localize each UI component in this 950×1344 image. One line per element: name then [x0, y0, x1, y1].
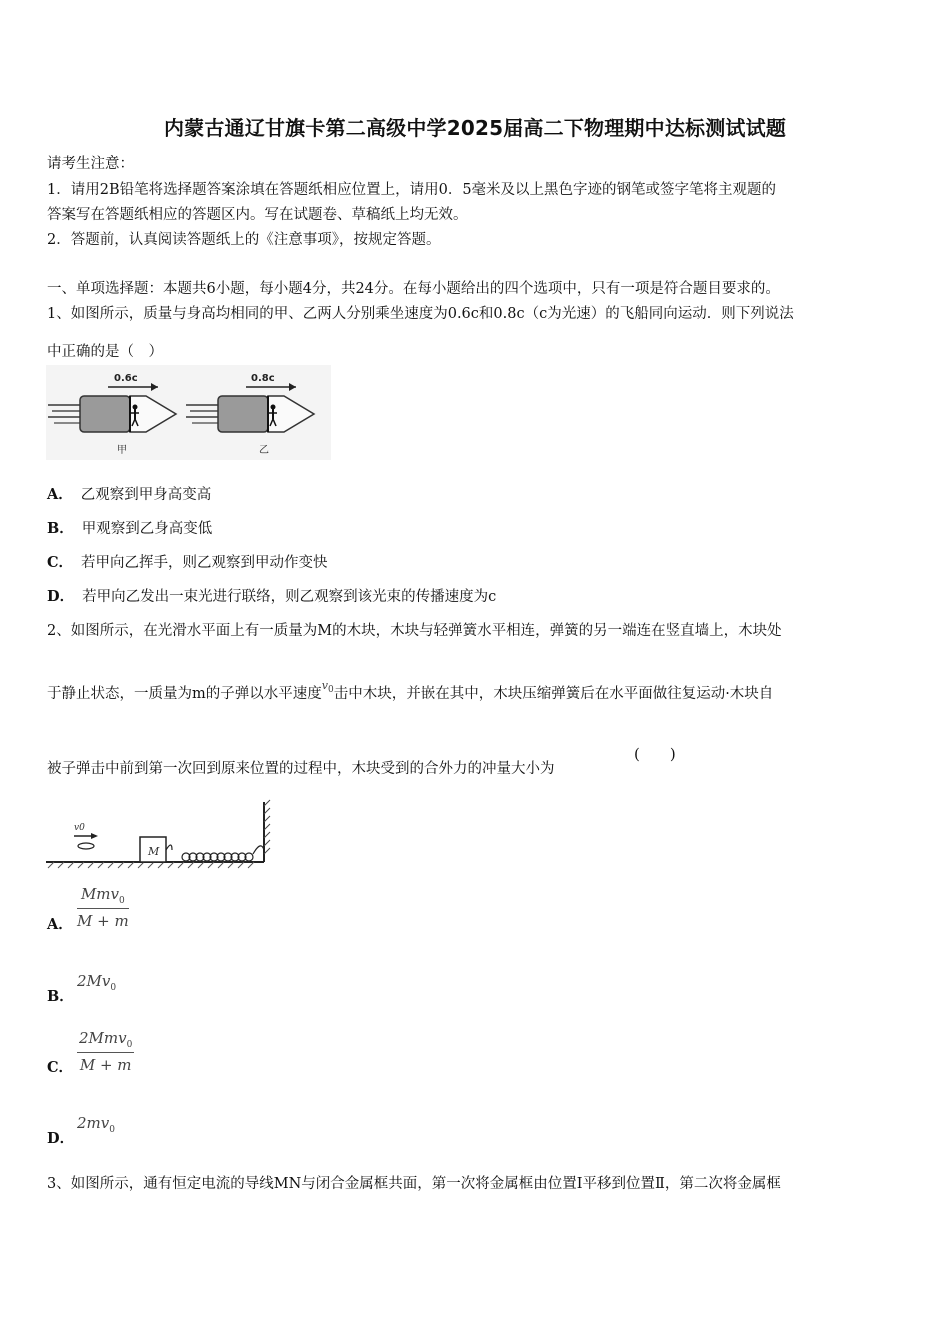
q3-stem-line-1: 3、如图所示，通有恒定电流的导线MN与闭合金属框共面，第一次将金属框由位置Ⅰ平移到位置Ⅱ，第二次将金属框 — [47, 1176, 781, 1192]
q1-option-d[interactable]: D． 若甲向乙发出一束光进行联络，则乙观察到该光束的传播速度为c — [47, 588, 497, 605]
q2-option-c[interactable]: C． — [47, 1059, 74, 1076]
notice-line-1b: 答案写在答题纸相应的答题区内。写在试题卷、草稿纸上均无效。 — [47, 207, 468, 223]
q2-spring-block-figure — [46, 798, 271, 870]
q2-option-a[interactable]: A． — [47, 916, 73, 933]
q2-answer-paren: ( ) — [634, 745, 676, 763]
notice-heading: 请考生注意： — [47, 156, 134, 172]
ship1-name-label: 甲 — [117, 445, 127, 456]
q1-option-a[interactable]: A． 乙观察到甲身高变高 — [47, 486, 212, 503]
page-title: 内蒙古通辽甘旗卡第二高级中学2025届高二下物理期中达标测试试题 — [163, 116, 787, 140]
q2-option-d-expression: $2mv_0$ — [77, 1114, 115, 1135]
section-heading: 一、单项选择题：本题共6小题，每小题4分，共24分。在每小题给出的四个选项中，只有一项是符合题目要求的。 — [47, 281, 780, 297]
spring — [182, 853, 253, 861]
ship1-speed-label: 0.6c — [114, 373, 138, 384]
bullet — [78, 843, 94, 849]
q2-option-b[interactable]: B． — [47, 988, 74, 1005]
q2-option-b-expression: $2Mv_0$ — [77, 972, 117, 993]
block-M-label: M — [148, 845, 160, 858]
q2-option-a-fraction: Mmv$_0$ M + m — [77, 885, 129, 930]
q1-spaceship-figure — [46, 365, 331, 460]
ship2-speed-label: 0.8c — [251, 373, 275, 384]
ship2-name-label: 乙 — [259, 445, 269, 456]
velocity-v0-inline: v0 — [321, 679, 334, 696]
q2-option-c-fraction: 2Mmv$_0$ M + m — [79, 1029, 133, 1074]
q1-stem-line-1: 1、如图所示，质量与身高均相同的甲、乙两人分别乘坐速度为0.6c和0.8c（c为光速）的飞船同向运动．则下列说法 — [47, 306, 794, 322]
q2-stem-line-3: 被子弹击中前到第一次回到原来位置的过程中，木块受到的合外力的冲量大小为 — [47, 761, 555, 777]
q1-stem-line-2: 中正确的是（ ） — [47, 344, 163, 360]
q2-option-d[interactable]: D． — [47, 1130, 75, 1147]
q1-option-b[interactable]: B． 甲观察到乙身高变低 — [47, 520, 213, 537]
q2-stem-line-2: 于静止状态，一质量为m的子弹以水平速度$^{v_0}$击中木块，并嵌在其中，木块压缩弹簧后在水平面做往复运动·木块自 — [47, 679, 774, 702]
notice-line-1a: 1．请用2B铅笔将选择题答案涂填在答题纸相应位置上，请用0．5毫米及以上黑色字迹的钢笔或签字笔将主观题的 — [47, 182, 777, 198]
q1-option-c[interactable]: C． 若甲向乙挥手，则乙观察到甲动作变快 — [47, 554, 328, 571]
q2-stem-line-1: 2、如图所示，在光滑水平面上有一质量为M的木块，木块与轻弹簧水平相连，弹簧的另一端连在竖直墙上，木块处 — [47, 623, 782, 639]
bullet-velocity-label: v0 — [74, 823, 85, 833]
notice-line-2: 2．答题前，认真阅读答题纸上的《注意事项》，按规定答题。 — [47, 232, 441, 248]
